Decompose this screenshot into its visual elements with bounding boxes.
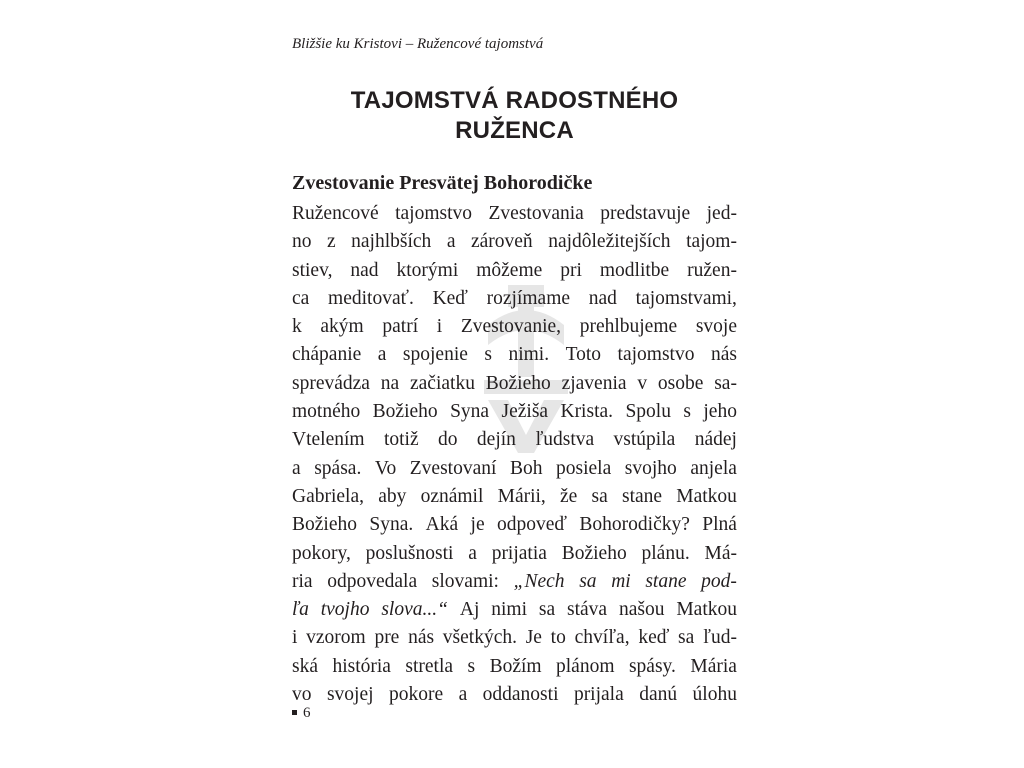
word: ľud- xyxy=(703,627,737,649)
text-line xyxy=(292,540,737,568)
word: Aj xyxy=(459,599,480,621)
word: prijala xyxy=(573,684,624,706)
word: najhlbších xyxy=(351,231,432,253)
word: Plná xyxy=(702,514,737,536)
word: pod- xyxy=(701,570,737,592)
word: aby xyxy=(378,485,407,507)
word: spásy. xyxy=(628,655,676,677)
word: k xyxy=(292,316,302,338)
word: môžeme xyxy=(476,259,543,281)
word: vzorom xyxy=(306,627,366,649)
text-line xyxy=(292,285,737,313)
word: Zvestovanie, xyxy=(460,316,562,338)
word: začiatku xyxy=(409,372,475,394)
word: no xyxy=(292,231,312,253)
text-line xyxy=(292,341,737,369)
word: do xyxy=(438,429,458,451)
word: modlitbe xyxy=(599,259,670,281)
word: stane xyxy=(645,570,687,592)
word: zároveň xyxy=(470,231,533,253)
word: Božieho xyxy=(561,542,627,564)
word: i xyxy=(436,316,443,338)
word: z xyxy=(327,231,336,253)
word: Zvestovania xyxy=(488,203,584,224)
word: je xyxy=(470,514,485,536)
word: Matkou xyxy=(676,485,737,507)
word: Ježiša xyxy=(501,401,549,423)
word: tvojho xyxy=(320,599,370,621)
word: i xyxy=(292,627,298,649)
word: prijatia xyxy=(491,542,547,564)
word: osobe xyxy=(657,372,704,394)
word: Je xyxy=(525,627,542,649)
word: sprevádza xyxy=(292,372,370,394)
word: Zvestovaní xyxy=(409,457,497,479)
word: ktorými xyxy=(396,259,459,281)
text-line xyxy=(292,624,737,652)
word: a xyxy=(292,457,301,479)
word: oddanosti xyxy=(482,684,559,706)
text-line xyxy=(292,426,737,454)
word: ria xyxy=(292,570,313,592)
text-line xyxy=(292,455,737,483)
page-footer xyxy=(292,705,311,722)
word: Boh xyxy=(509,457,543,479)
word: meditovať. xyxy=(328,287,414,309)
text-line xyxy=(292,228,737,256)
word: nádej xyxy=(694,429,737,451)
word: Vo xyxy=(374,457,397,479)
word: vstúpila xyxy=(613,429,676,451)
word: pokore xyxy=(388,684,444,706)
text-line xyxy=(292,398,737,426)
word: sa xyxy=(591,485,608,507)
word: ľudstva xyxy=(535,429,595,451)
word: posiela xyxy=(556,457,612,479)
word: Mária xyxy=(690,655,737,677)
word: to xyxy=(550,627,566,649)
word: Božím xyxy=(489,655,542,677)
text-line xyxy=(292,596,737,624)
word: stiev, xyxy=(292,259,333,281)
word: plánu. xyxy=(641,542,690,564)
word: Matkou xyxy=(676,599,737,621)
word: tajomstvo xyxy=(395,203,473,224)
word: Márii, xyxy=(497,485,546,507)
word: úlohu xyxy=(692,684,737,706)
word: poslušnosti xyxy=(365,542,454,564)
word: história xyxy=(332,655,391,677)
word: patrí xyxy=(382,316,419,338)
text-line xyxy=(292,511,737,539)
word: nad xyxy=(350,259,379,281)
word: Aká xyxy=(425,514,459,536)
word: Gabriela, xyxy=(292,485,365,507)
word: „Nech xyxy=(513,570,565,592)
word: na xyxy=(380,372,400,394)
word: jed- xyxy=(706,203,737,224)
word: svoje xyxy=(695,316,737,338)
word: tajom- xyxy=(686,231,737,253)
chapter-title-line-1: TAJOMSTVÁ RADOSTNÉHO xyxy=(350,87,679,114)
word: že xyxy=(560,485,578,507)
word: rozjímame xyxy=(486,287,571,309)
text-line xyxy=(292,200,737,228)
word: nás xyxy=(710,344,737,366)
text-line xyxy=(292,370,737,398)
text-line xyxy=(292,483,737,511)
word: a xyxy=(446,231,456,253)
word: Ružencové xyxy=(292,203,379,224)
body-paragraph xyxy=(292,200,737,709)
word: plánom xyxy=(556,655,615,677)
word: danú xyxy=(639,684,678,706)
word: Krista. xyxy=(560,401,614,423)
word: Spolu xyxy=(625,401,671,423)
word: Božieho xyxy=(372,401,438,423)
word: keď xyxy=(638,627,670,649)
word: a xyxy=(377,344,387,366)
text-line xyxy=(292,313,737,341)
word: motného xyxy=(292,401,361,423)
word: Má- xyxy=(704,542,737,564)
word: spojenie xyxy=(402,344,468,366)
word: stáva xyxy=(567,599,608,621)
word: prehlbujeme xyxy=(579,316,678,338)
word: odpoveď xyxy=(497,514,568,536)
word: a xyxy=(468,542,477,564)
word: všetkých. xyxy=(442,627,517,649)
word: mi xyxy=(611,570,631,592)
word: Božieho xyxy=(485,372,551,394)
word: Keď xyxy=(432,287,468,309)
chapter-title-line-2: RUŽENCA xyxy=(455,117,574,144)
word: tajomstvami, xyxy=(635,287,737,309)
word: najdôležitejších xyxy=(548,231,671,253)
word: pokory, xyxy=(292,542,351,564)
word: chvíľa, xyxy=(574,627,630,649)
word: Vtelením xyxy=(292,429,365,451)
word: pri xyxy=(560,259,582,281)
word: Božieho xyxy=(292,514,357,536)
word: sa xyxy=(678,627,695,649)
word: v xyxy=(637,372,648,394)
word: vo xyxy=(292,684,312,706)
word: slovami: xyxy=(431,570,499,592)
text-line xyxy=(292,653,737,681)
word: stretla xyxy=(405,655,454,677)
word: Syna xyxy=(450,401,490,423)
word: svojej xyxy=(326,684,374,706)
word: oznámil xyxy=(420,485,484,507)
word: sa xyxy=(538,599,556,621)
bullet-square-icon xyxy=(292,710,297,715)
word: Syna. xyxy=(369,514,414,536)
word: pre xyxy=(374,627,400,649)
page-number: 6 xyxy=(303,705,311,721)
text-line xyxy=(292,257,737,285)
word: Bohorodičky? xyxy=(579,514,690,536)
word: sa- xyxy=(714,372,737,394)
chapter-title xyxy=(292,86,737,146)
word: svojho xyxy=(624,457,677,479)
word: našou xyxy=(618,599,665,621)
word: sa xyxy=(579,570,597,592)
word: nimi. xyxy=(508,344,550,366)
word: jeho xyxy=(703,401,737,423)
word: predstavuje xyxy=(600,203,691,224)
word: Toto xyxy=(565,344,602,366)
word: anjela xyxy=(690,457,737,479)
text-line xyxy=(292,681,737,709)
running-header: Bližšie ku Kristovi – Ružencové tajomstvá xyxy=(292,36,544,52)
word: slova...“ xyxy=(381,599,448,621)
word: nad xyxy=(588,287,617,309)
word: totiž xyxy=(383,429,419,451)
word: s xyxy=(683,401,691,423)
text-line xyxy=(292,568,737,596)
word: ca xyxy=(292,287,310,309)
word: ľa xyxy=(292,599,309,621)
word: odpovedala xyxy=(327,570,418,592)
word: ružen- xyxy=(687,259,737,281)
section-heading: Zvestovanie Presvätej Bohorodičke xyxy=(292,172,593,194)
word: stane xyxy=(621,485,663,507)
word: akým xyxy=(320,316,364,338)
word: s xyxy=(484,344,492,366)
word: chápanie xyxy=(292,344,362,366)
word: ská xyxy=(292,655,318,677)
word: a xyxy=(458,684,468,706)
word: zjavenia xyxy=(561,372,627,394)
word: spása. xyxy=(314,457,362,479)
word: nás xyxy=(408,627,435,649)
word: nimi xyxy=(491,599,527,621)
word: s xyxy=(467,655,476,677)
word: tajomstvo xyxy=(617,344,695,366)
word: dejín xyxy=(476,429,516,451)
